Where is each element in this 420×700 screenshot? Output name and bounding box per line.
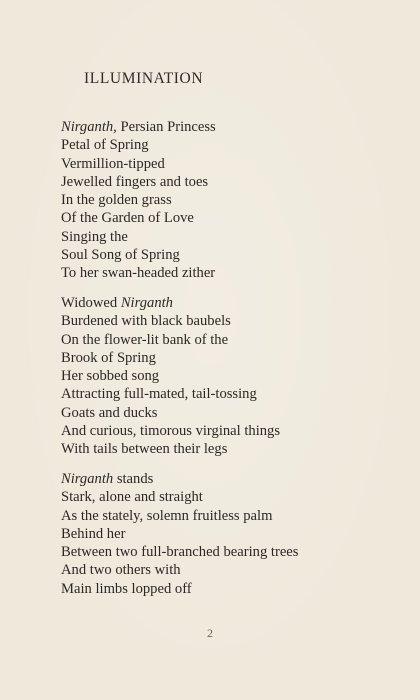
stanza-1-line-9: To her swan-headed zither — [61, 265, 216, 282]
stanza-2-line-9: With tails between their legs — [61, 441, 228, 458]
stanza-2-line-4: Brook of Spring — [61, 349, 156, 366]
stanza-1-line-6: Of the Garden of Love — [61, 210, 194, 227]
stanza-1-line-2: Petal of Spring — [61, 137, 149, 154]
line-text: stands — [113, 471, 154, 487]
stanza-2-line-1 — [61, 294, 280, 312]
stanza-3-line-1 — [61, 470, 298, 488]
stanza-1-line-5: In the golden grass — [61, 192, 172, 209]
stanza-1-line-3: Vermillion-tipped — [61, 155, 165, 172]
stanza-3-line-6: And two others with — [61, 562, 181, 579]
stanza-2-line-3: On the flower-lit bank of the — [61, 331, 229, 348]
stanza-2-line-6: Attracting full-mated, tail-tossing — [61, 386, 257, 403]
stanza-1-line-4: Jewelled fingers and toes — [61, 173, 209, 190]
stanza-3-line-2: Stark, alone and straight — [61, 489, 203, 506]
page-number: 2 — [207, 626, 213, 640]
stanza-2-line-8: And curious, timorous virginal things — [61, 423, 281, 440]
stanza-1-line-8: Soul Song of Spring — [61, 247, 180, 264]
stanza-3-line-5: Between two full-branched bearing trees — [61, 544, 299, 561]
stanza-2-line-5: Her sobbed song — [61, 368, 160, 385]
stanza-3-line-3: As the stately, solemn fruitless palm — [61, 507, 273, 524]
stanza-1 — [61, 118, 216, 283]
stanza-3-line-7: Main limbs lopped off — [61, 580, 192, 597]
stanza-1-line-1 — [61, 118, 216, 136]
stanza-2-line-7: Goats and ducks — [61, 404, 158, 421]
stanza-3 — [61, 470, 298, 598]
poem-title: ILLUMINATION — [84, 70, 204, 87]
name-italic: Nirganth — [61, 471, 114, 487]
name-italic: Nirganth, — [61, 119, 117, 135]
stanza-2 — [61, 294, 280, 459]
line-text: Persian Princess — [116, 119, 216, 135]
stanza-3-line-4: Behind her — [61, 525, 126, 542]
line-text: Widowed — [61, 295, 121, 311]
stanza-2-line-2: Burdened with black baubels — [61, 313, 231, 330]
name-italic: Nirganth — [120, 295, 173, 311]
stanza-1-line-7: Singing the — [61, 228, 128, 245]
